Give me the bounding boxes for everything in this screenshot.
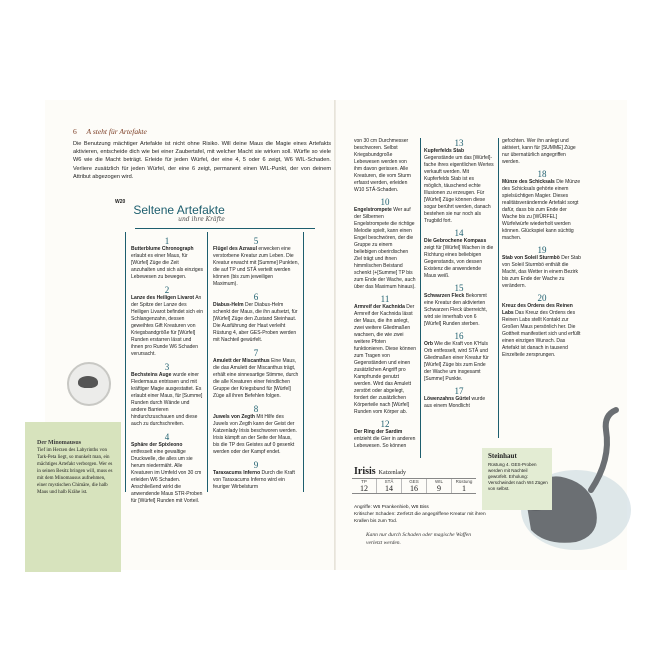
right-column-2 [424,138,494,413]
stat-cell: Rüstung 1 [455,479,473,493]
page-number: 6 [73,127,77,136]
stat-cell: STÄ 14 [377,479,402,493]
statblock-title: Irisis Katzenlady [354,466,406,477]
artifact-entry: 10 Engelstrompete Wer auf der Silbernen Engelstrompete die richtige Melodie spielt, kann einen Engel beschwören, der die Gruppe zu einem beliebigen oberirdischen Ziel trägt und ihnen himmlischen Beistand schenkt (+[Summe] TP bis zum Ende der Wache, auch über das Maximum hinaus). [354,197,416,290]
artifact-entry: 11 Armreif der Kachnida Der Armreif der Kachnida lässt der Maus, die ihn anlegt, zwei weitere Gliedmaßen wachsen, die wie zwei weitere Pfoten funktionieren. Diese können zum Tragen von Gegenständen und einen zusätzlichen Angriff pro Kampfrunde genutzt werden. Wird das Amulett zerstört oder abgelegt, fordert der zusätzlichen Körperteile nach [Würfel] Runden vom Körper ab. [354,294,416,415]
artifact-entry: 12 Der Ring der Sardim entzieht die Gier in anderen Lebewesen. So können [354,419,416,449]
statblock-attacks [354,504,494,525]
running-head [73,127,147,136]
artifact-entry: 8 Juwels von Zegth Mit Hilfe des Juwels von Zegth kann der Geist der Katzenlady Irisis beschworen werden. Irisis kämpft an der Seite der Maus, bis die TP des Geistes auf 0 gesenkt werden oder der Kampf endet. [213,404,297,455]
artifact-entry: 4 Sphäre der Spixleono entfesselt eine gewaltige Druckwelle, die alles um sie herum niedermäht. Alle Kreaturen im Umfeld von 30 cm erleiden W6 Schaden. Anschließend wirkt die anwendende Maus STR-Proben für [Würfel] Runden mit Vorteil. [131,432,203,504]
sidebar-title: Steinhaut [488,452,517,460]
monster-description [37,440,115,496]
artifact-entry-continued: von 30 cm Durchmesser beschworen. Selbst Kriegsbundgroße Lebewesen werden von ihm davon gerissen. Alle Kreaturen, die vom Sturm erfasst werden, erleiden W10 STÄ-Schaden. [354,138,411,193]
artifact-entry: 17 Löwenzahns Gürtel wurde aus einem Mondlicht [424,386,486,409]
artifact-entry: 19 Stab von Soleil Sturmbö Der Stab von Soleil Sturmbö enthält die Macht, das Wetter in einem Bezirk bis zum Ende der Wache zu verändern. [502,245,581,289]
artifact-entry: 14 Die Gebrochene Kompass zeigt für [Würfel] Wachen in die Richtung eines beliebigen Gegenstands, von dessen Existenz die anwendende Maus weiß. [424,228,494,279]
running-head-title: A steht für Artefakte [86,127,147,136]
mouse-icon [67,362,111,406]
table-die: W20 [115,199,126,205]
column-rule-right-1 [420,138,421,458]
monster-text: Tief im Herzen des Labyrinths von Tark-Peta liegt, so munkelt man, ein mächtiges Artefakt verborgen. Wer es in seinen Besitz bringen will, muss es mit dem Minomausus aufnehmen, einer mystischen Chimäre, die halb Maus und halb Krähe ist. [37,448,113,495]
artifact-entry: 20 Kreuz des Ordens des Reinen Labs Das Kreuz des Ordens des Reinen Labs stellt Kontakt zur Großen Maus persönlich her. Die Gottheit manifestiert sich und erfüllt einen einzigen Wunsch. Das Artefakt ist danach in tausend Einzelteile zersprungen. [502,293,581,358]
sidebar-text: Rüstung 4. GES-Proben werden mit Nachteil gewürfelt. Erholung: Verschwindet nach W4 Zügen von selbst. [488,462,548,491]
column-rule-left [125,232,126,492]
stat-cell: WIL 9 [427,479,452,493]
artifact-entry: 18 Münze des Schicksals Die Münze des Schicksals gehörte einem spielsüchtigen Magier. Dieses realitätsverändernde Artefakt sorgt dafür, dass bis zum Ende der Wache bis zu [WÜRFEL] Würfelwürfe wiederholt werden können. Glückspiel kann süchtig machen. [502,169,581,241]
table-underline [135,228,315,229]
table-subheading: und ihre Kräfte [178,216,225,223]
statblock-tag: Katzenlady [378,470,406,476]
artifact-column-1 [131,236,203,509]
stat-cell: TP 12 [352,479,377,493]
critical-line: Kritischer Schaden: Zerfetzt die angegriffene Kreatur mit ihren Krallen bis zum Tod. [354,512,486,524]
artifact-entry: 7 Amulett der Miscanthus Eine Maus, die das Amulett der Miscanthus trägt, erhält eine sinnesartige Stimme, durch die alle Kreaturen einer feindlichen Gruppe der Kriegsbund für [Würfel] Züge all ihren Befehlen folgen. [213,348,299,399]
column-rule-middle [207,232,208,492]
artifact-entry-continued: gefochten. Wer ihn anlegt und aktiviert, kann für [SUMME] Züge nur übernatürlich angegriffen werden. [502,138,576,165]
right-page [336,100,627,570]
statblock-quote: Kann nur durch Schaden oder magische Waffen verletzt werden. [366,532,471,546]
table-title [115,199,225,223]
artifact-entry: 6 Diabus-Helm Der Diabus-Helm schenkt der Maus, die ihn aufsetzt, für [Würfel] Züge den Zustand Steinhaut. Die Ausführung der Haut verleiht Rüstung 4, aber GES-Proben werden mit Nachteil gewürfelt. [213,292,298,343]
stat-cell: GES 16 [402,479,427,493]
statblock-table [352,478,476,494]
artifact-entry: 5 Flügel des Azrasul erwecken eine verstorbene Kreatur zum Leben. Die Kreatur erwacht mit [Summe] Punkten, die auf TP und STÄ verteilt werden können (bis zum jeweiligen Maximum). [213,236,299,287]
artifact-entry: 16 Orb Wie die Kraft von K'Huls Orb entfesselt, wird STÄ und Gliedmaßen einer Kreatur für [Würfel] Züge bis zum Ende der Wache um insgesamt [Summe] Punkte. [424,331,489,382]
table-heading: Seltene Artefakte [133,203,225,217]
artifact-entry: 3 Bechsteins Auge wurde einer Fledermaus entrissen und mit kräftiger Magie ausgestattet. Es erlaubt einer Maus, für [Summe] Runden durch Wände und andere Barrieren hindurchzuschauen und diese auch zu durchschreiten. [131,362,203,427]
artifact-column-2 [213,236,299,495]
mouse-silhouette [78,376,98,388]
intro-paragraph: Die Benutzung mächtiger Artefakte ist nicht ohne Risiko. Will deine Maus die Magie eines Artefakts aktivieren, entscheide dich wie bei einer Zaubertafel, mit welcher Macht sie wirken soll. Würfle so viele W6 wie die Macht beträgt. Erleide für jeden Würfel, der eine 4, 5 oder 6 zeigt, W6 WIL-Schaden. Verliere zusätzlich für jeden Würfel, der eine 6 zeigt, permanent einen WIL-Punkt, der von deinem Attribut abgezogen wird. [73,141,331,180]
right-column-3 [502,138,582,362]
left-page [37,100,336,570]
monster-title: Der Minomausus [37,440,82,446]
artifact-entry: 9 Taraxacums Inferno Durch die Kraft von Taraxacums Inferno wird ein feuriger Wirbelsturm [213,460,295,490]
artifact-entry: 1 Butterblume Chronograph erlaubt es einer Maus, für [Würfel] Züge die Zeit anzuhalten und sich als einziges Lebewesen zu bewegen. [131,236,203,280]
right-column-1 [354,138,416,453]
artifact-entry: 13 Kupferfelds Stab Gegenstände um das [Würfel]-fache ihres eigentlichen Wertes verkauft werden. Mit Kupferfelds Stab ist es möglich, täuschend echte Illusionen zu erzeugen. Für [Würfel] Züge können diese sogar berührt werden, danach bestehen sie nur noch als Trugbild fort. [424,138,494,224]
column-rule-right [303,232,304,492]
attacks-line: Angriffe: W6 Prankenhieb, W8 Biss [354,505,429,510]
artifact-entry: 2 Lanze des Heiligen Livarot An der Spitze der Lanze des Heiligen Livarot befindet sich ein Schlangenzahn, dessen geweihtes Gift Kreaturen von Kriegsbandgröße für [Würfel] Runden erstarren lässt und ihnen pro Runde W6 Schaden verursacht. [131,285,203,357]
artifact-entry: 15 Schwarzen Fleck Bekommt eine Kreatur den aktivierten Schwarzen Fleck überreicht, wird sie innerhalb von 6 [Würfel] Runden sterben. [424,283,488,327]
